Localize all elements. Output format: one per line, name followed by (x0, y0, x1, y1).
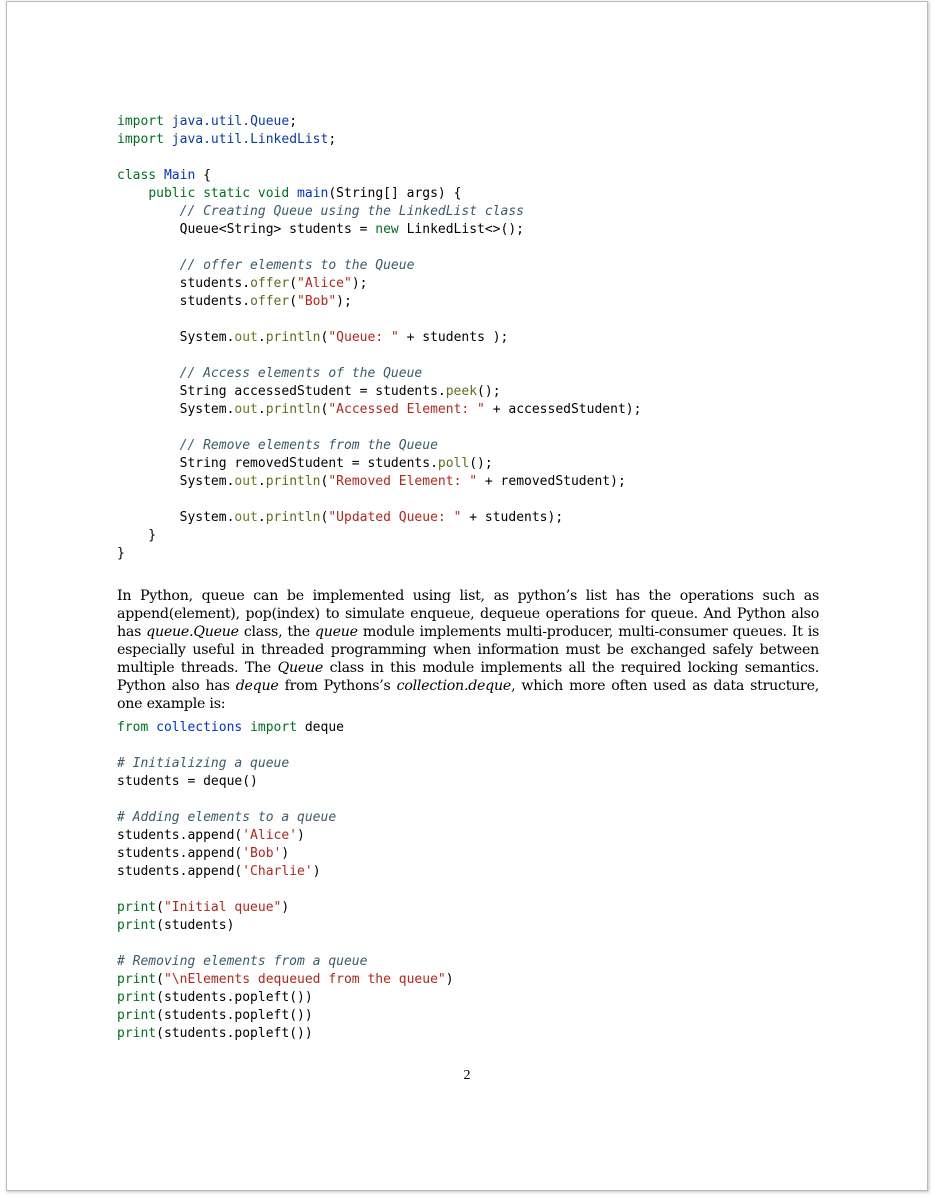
code-line-print-initial: print("Initial queue") (117, 900, 290, 915)
code-line-init: students = deque() (117, 774, 258, 789)
code-line-print-removed: System.out.println("Removed Element: " + removedStudent); (117, 474, 626, 489)
code-line-main-decl: public static void main(String[] args) { (148, 186, 462, 201)
code-line-peek: String accessedStudent = students.peek(); (117, 384, 501, 399)
paragraph-text: In Python, queue can be implemented using list, as python’s list has the operations such as append(element), pop(index) to simulate enqueue, dequeue operations for queue. And Python also has (117, 588, 819, 640)
code-line-offer-bob: students.offer("Bob"); (117, 294, 352, 309)
document-page (6, 1, 928, 1191)
code-line-print-accessed: System.out.println("Accessed Element: " + accessedStudent); (117, 402, 642, 417)
paragraph-emphasis: collection.deque (396, 678, 512, 694)
code-comment-remove-py: # Removing elements from a queue (117, 954, 368, 969)
python-code-block (117, 719, 454, 1043)
code-line-import-queue: import java.util.Queue; (117, 114, 298, 129)
code-line-close-class: } (117, 546, 125, 561)
paragraph-text: class in this module implements all the required locking semantics. Python also has (117, 660, 819, 694)
code-line-append-bob: students.append('Bob') (117, 846, 290, 861)
code-line-print-queue: System.out.println("Queue: " + students ); (117, 330, 509, 345)
code-comment-init: # Initializing a queue (117, 756, 290, 771)
paragraph-emphasis: queue.Queue (146, 624, 239, 640)
code-line-append-alice: students.append('Alice') (117, 828, 305, 843)
code-line-print-dequeued: print("\nElements dequeued from the queue") (117, 972, 454, 987)
code-line-import: from collections import deque (117, 720, 344, 735)
paragraph-text: , which more often used as data structure, one example is: (117, 678, 819, 712)
code-comment-add: # Adding elements to a queue (117, 810, 337, 825)
code-line-poll: String removedStudent = students.poll(); (117, 456, 493, 471)
code-comment-access: // Access elements of the Queue (117, 366, 423, 381)
code-line-close-method: } (117, 528, 157, 543)
code-line-offer-alice: students.offer("Alice"); (117, 276, 368, 291)
paragraph-text: from Pythons’s (278, 678, 397, 694)
code-line-popleft-3: print(students.popleft()) (117, 1026, 313, 1041)
code-line-popleft-2: print(students.popleft()) (117, 1008, 313, 1023)
code-line-popleft-1: print(students.popleft()) (117, 990, 313, 1005)
code-line-queue-decl: Queue<String> students = new LinkedList<>(); (117, 222, 524, 237)
code-comment-remove: // Remove elements from the Queue (117, 438, 438, 453)
paragraph-emphasis: queue (314, 624, 358, 640)
page-number: 2 (463, 1068, 471, 1083)
code-line-import-linkedlist: import java.util.LinkedList; (117, 132, 337, 147)
code-comment-create: // Creating Queue using the LinkedList class (117, 204, 524, 219)
body-paragraph (117, 587, 819, 713)
paragraph-text: class, the (238, 624, 315, 640)
code-line-print-updated: System.out.println("Updated Queue: " + students); (117, 510, 564, 525)
paragraph-emphasis: deque (235, 678, 279, 694)
code-comment-offer: // offer elements to the Queue (117, 258, 415, 273)
paragraph-emphasis: Queue (277, 660, 324, 676)
java-code-block (117, 113, 641, 563)
code-line-class-decl: class Main { (117, 168, 211, 183)
code-line-append-charlie: students.append('Charlie') (117, 864, 321, 879)
code-line-print-students: print(students) (117, 918, 235, 933)
paragraph-text: module implements multi-producer, multi-consumer queues. It is especially useful in threaded programming when information must be exchanged safely between multiple threads. The (117, 624, 820, 676)
